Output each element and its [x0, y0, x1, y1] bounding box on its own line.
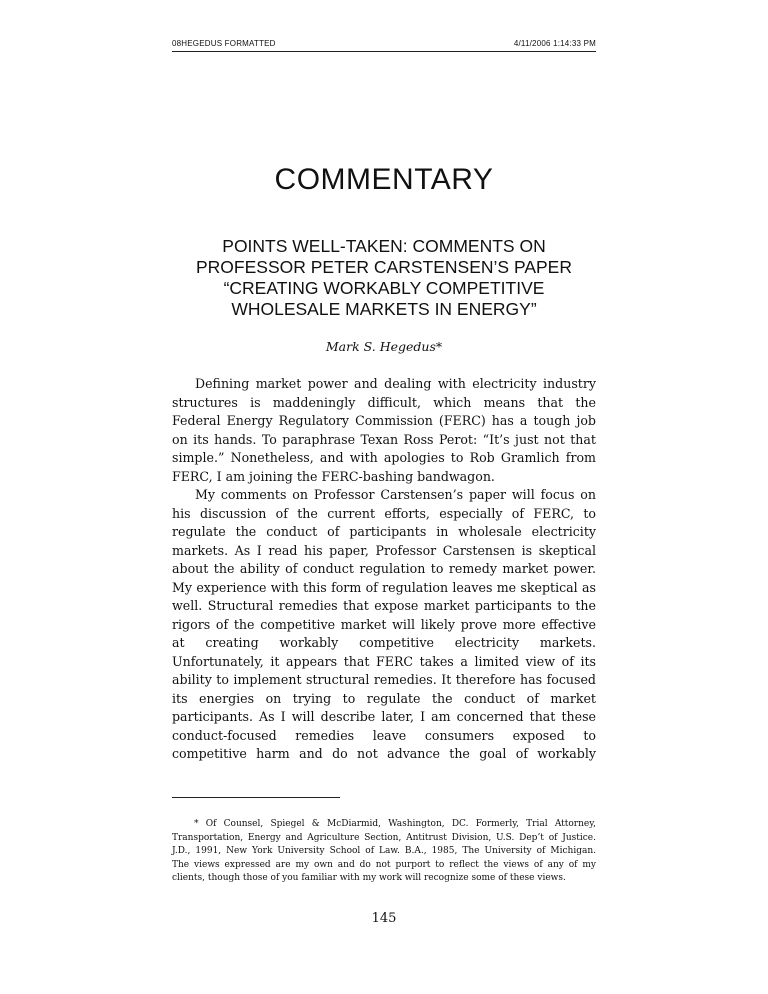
body-line: FERC, I am joining the FERC-bashing bandwagon.	[172, 468, 495, 484]
article-title-line: POINTS WELL-TAKEN: COMMENTS ON	[222, 236, 546, 256]
author-byline: Mark S. Hegedus*	[325, 339, 443, 354]
body-line: regulate the conduct of participants in wholesale electricity	[172, 524, 596, 539]
footnote-line: * Of Counsel, Spiegel & McDiarmid, Washington, DC. Formerly, Trial Attorney,	[194, 819, 596, 829]
article-title-line: “CREATING WORKABLY COMPETITIVE	[223, 278, 545, 298]
body-line: well. Structural remedies that expose market participants to the	[172, 598, 596, 613]
body-line: on its hands. To paraphrase Texan Ross Perot: “It’s just not that	[172, 431, 596, 447]
body-line: its energies on trying to regulate the conduct of market	[172, 690, 596, 706]
section-title: COMMENTARY	[274, 163, 494, 196]
footnote-line: clients, though those of you familiar with my work will recognize some of these views.	[172, 873, 566, 883]
body-line: markets. As I read his paper, Professor Carstensen is skeptical	[172, 542, 596, 558]
body-line: at creating workably competitive electricity markets.	[172, 635, 596, 650]
footnote-divider	[172, 797, 340, 798]
body-line: Defining market power and dealing with electricity industry	[195, 376, 596, 391]
running-header	[172, 37, 596, 52]
body-line: competitive harm and do not advance the goal of workably	[172, 746, 596, 761]
body-text	[172, 375, 596, 764]
body-line: participants. As I will describe later, I am concerned that these	[172, 709, 596, 724]
body-line: Unfortunately, it appears that FERC takes a limited view of its	[172, 653, 596, 669]
header-timestamp: 4/11/2006 1:14:33 PM	[513, 39, 596, 48]
body-line: ability to implement structural remedies. It therefore has focused	[172, 672, 596, 687]
body-line: conduct-focused remedies leave consumers exposed to	[172, 727, 596, 743]
article-title-line: PROFESSOR PETER CARSTENSEN’S PAPER	[195, 257, 572, 277]
body-line: simple.” Nonetheless, and with apologies to Rob Gramlich from	[172, 450, 596, 465]
footnote-line: Transportation, Energy and Agriculture Section, Antitrust Division, U.S. Dep’t of Justice.	[172, 832, 596, 843]
body-line: Federal Energy Regulatory Commission (FERC) has a tough job	[172, 413, 596, 428]
article-title-line: WHOLESALE MARKETS IN ENERGY”	[231, 299, 537, 319]
body-line: My comments on Professor Carstensen’s paper will focus on	[195, 487, 596, 502]
article-title	[172, 236, 596, 320]
body-line: rigors of the competitive market will likely prove more effective	[172, 616, 596, 632]
footnote-line: J.D., 1991, New York University School of Law. B.A., 1985, The University of Michigan.	[172, 846, 596, 856]
footnote-line: The views expressed are my own and do not purport to reflect the views of any of my	[172, 859, 596, 870]
footnote	[172, 818, 596, 886]
body-line: structures is maddeningly difficult, which means that the	[172, 394, 596, 410]
body-line: My experience with this form of regulation leaves me skeptical as	[172, 579, 596, 595]
body-line: his discussion of the current efforts, especially of FERC, to	[172, 505, 596, 521]
body-line: about the ability of conduct regulation to remedy market power.	[172, 561, 596, 576]
page-number: 145	[371, 911, 397, 926]
header-file-label: 08HEGEDUS FORMATTED	[172, 39, 276, 48]
